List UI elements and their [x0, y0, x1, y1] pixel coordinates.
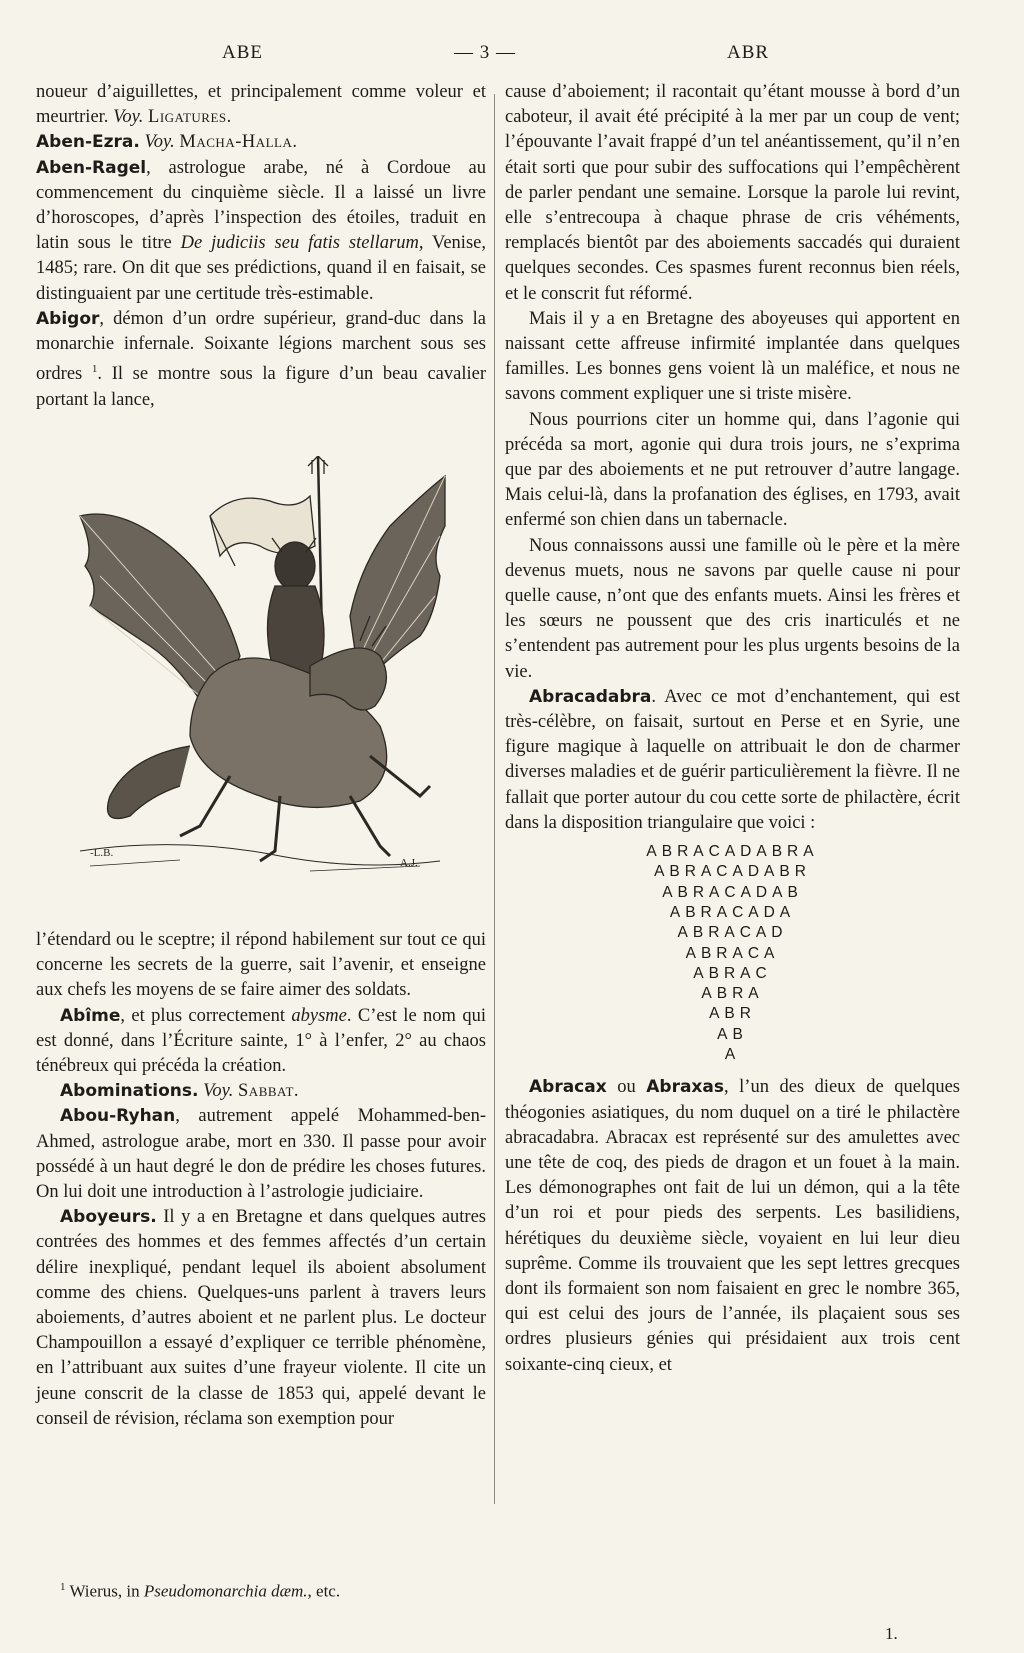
entry-abracadabra: Abracadabra. Avec ce mot d’enchantement, qui est très-célèbre, on faisait, surtout en Perse et en Syrie, une figure magique à laquelle on attribuait le don de charmer diverses maladies et de guérir particulièrement la fièvre. Il ne fallait que porter autour du cou cette sorte de philactère, écrit dans la disposition triangulaire que voici :	[505, 686, 960, 833]
paragraph: Nous connaissons aussi une famille où le père et la mère devenus muets, nous ne savons par quelle cause ni pour quelle cause, n’ont que des enfants muets. Ainsi les frères et les sœurs ne poussent que des cris inarticulés et ne s’entendent pas autrement pour les plus urgents besoins de la vie.	[505, 535, 960, 682]
entry-abigor: Abigor, démon d’un ordre supérieur, grand-duc dans la monarchie infernale. Soixante légions marchent sous ses ordres $^1$. Il se montre sous la figure d’un beau cavalier portant la lance,	[36, 308, 486, 410]
engraver-mark-left: -L.B.	[90, 847, 114, 859]
entry-headword: Abîme	[60, 1005, 121, 1026]
triangle-line: ABRACAD	[677, 924, 788, 942]
triangle-line: ABRACADABRA	[646, 843, 819, 861]
triangle-line: ABRACADABR	[654, 863, 811, 881]
entry-continuation: noueur d’aiguillettes, et principalement comme voleur et meurtrier. Voy. Ligatures.	[36, 82, 486, 128]
right-column	[505, 80, 960, 1378]
entry-headword: Abou-Ryhan	[60, 1106, 176, 1127]
paragraph: Mais il y a en Bretagne des aboyeuses qui apportent en naissant cette affreuse infirmité implantée dans quelques familles. Les bonnes gens voient là un maléfice, et nous ne savons comment expliquer une si triste misère.	[505, 308, 960, 405]
left-column-bottom	[36, 928, 486, 1432]
entry-abigor-continued: l’étendard ou le sceptre; il répond habilement sur tout ce qui concerne les secrets de la guerre, sait l’avenir, et enseigne aux chefs les moyens de se faire aimer des soldats.	[36, 930, 486, 1001]
triangle-line: ABRAC	[693, 964, 772, 982]
demon-rider-engraving	[60, 456, 460, 902]
abracadabra-triangle	[505, 842, 960, 1065]
triangle-line: ABRA	[701, 985, 764, 1003]
entry-aben-ezra: Aben-Ezra. Voy. Macha-Halla.	[36, 132, 298, 153]
footnote: $^1$ Wierus, in Pseudomonarchia dæm., etc.	[60, 1581, 341, 1601]
entry-headword: Aboyeurs.	[60, 1207, 157, 1228]
triangle-line: ABRACA	[685, 944, 780, 962]
entry-aboyeurs: Aboyeurs. Il y a en Bretagne et dans quelques autres contrées des hommes et des femmes affectés d’un certain délire inexpliqué, pendant lequel ils aboient absolument comme des chiens. Quelques-uns parlent à travers leurs aboiements, d’autres aboient et ne parlent plus. Le docteur Champouillon a essayé d’expliquer ce terrible phénomène, en l’attribuant aux suites d’une frayeur violente. Il cite un jeune conscrit de la classe de 1853 qui, appelé devant le conseil de révision, réclama son exemption pour	[36, 1207, 486, 1429]
printer-signature: 1.	[885, 1624, 898, 1643]
entry-aben-ragel: Aben-Ragel, astrologue arabe, né à Cordoue au commencement du cinquième siècle. Il a laissé un livre d’horoscopes, d’après l’inspection des étoiles, traduit en latin sous le titre De judiciis seu fatis stellarum, Venise, 1485; rare. On dit que ses prédictions, quand il en faisait, se distinguaient par une certitude très-estimable.	[36, 157, 486, 304]
entry-abou-ryhan: Abou-Ryhan, autrement appelé Mohammed-ben-Ahmed, astrologue arabe, mort en 330. Il passe pour avoir possédé à un haut degré le don de prédire les choses futures. On lui doit une introduction à l’astrologie judiciaire.	[36, 1106, 486, 1203]
entry-aboyeurs-continued: cause d’aboiement; il racontait qu’étant mousse à bord d’un caboteur, il avait été précipité à la mer par un coup de vent; l’épouvante l’avait frappé d’un tel anéantissement, qu’il n’en était sorti que pour subir des suffocations qui l’empêchèrent de parler pendant une semaine. Lorsque la parole lui revint, elle s’entrecoupa à chaque phrase de cris véhéments, remplacés bientôt par des aboiements saccadés qui duraient quelques secondes. Ces spasmes furent reconnus bien réels, et le conscrit fut réformé.	[505, 82, 960, 304]
abigor-illustration	[60, 456, 460, 902]
triangle-line: ABR	[709, 1005, 756, 1023]
header-left: ABE	[222, 42, 263, 63]
triangle-line: A	[724, 1046, 741, 1064]
header-right: ABR	[727, 42, 770, 63]
entry-abime: Abîme, et plus correctement abysme. C’est le nom qui est donné, dans l’Écriture sainte, 1° à l’enfer, 2° au chaos ténébreux qui précéda la création.	[36, 1005, 486, 1077]
engraver-mark-right: A.J.	[400, 857, 418, 869]
triangle-line: ABRACADA	[669, 903, 796, 921]
entry-headword: Abigor	[36, 308, 100, 329]
entry-headword: Abominations.	[60, 1081, 199, 1102]
entry-headword: Abracadabra	[529, 686, 652, 707]
entry-abominations: Abominations. Voy. Sabbat.	[60, 1081, 300, 1102]
left-column-top	[36, 80, 486, 413]
paragraph: Nous pourrions citer un homme qui, dans l’agonie qui précéda sa mort, agonie qui dura trois jours, ne s’exprima que par des aboiements et ne put retrouver d’autre langage. Mais celui-là, dans la profanation des églises, en 1793, avait enfermé son chien dans un tabernacle.	[505, 409, 960, 531]
entry-headword: Abracax	[529, 1077, 607, 1098]
column-rule	[494, 94, 495, 1504]
header-page-number: — 3 —	[454, 42, 516, 63]
triangle-line: AB	[717, 1025, 748, 1043]
entry-headword: Abraxas	[646, 1077, 724, 1098]
entry-headword: Aben-Ezra.	[36, 132, 140, 153]
triangle-line: ABRACADAB	[662, 883, 803, 901]
entry-abracax: Abracax ou Abraxas, l’un des dieux de quelques théogonies asiatiques, du nom duquel on a tiré le philactère abracadabra. Abracax est représenté sur des amulettes avec une tête de coq, des pieds de dragon et un fouet à la main. Les démonographes ont fait de lui un démon, qui a la tête d’un roi et pour pieds des serpents. Les basilidiens, hérétiques du deuxième siècle, voyaient en lui leur dieu suprême. Comme ils trouvaient que les sept lettres grecques dont ils formaient son nom faisaient en grec le nombre 365, qui est celui des jours de l’année, ils plaçaient sous ses ordres plusieurs génies qui présidaient aux trois cent soixante-cinq cieux, et	[505, 1077, 960, 1375]
entry-headword: Aben-Ragel	[36, 157, 147, 178]
